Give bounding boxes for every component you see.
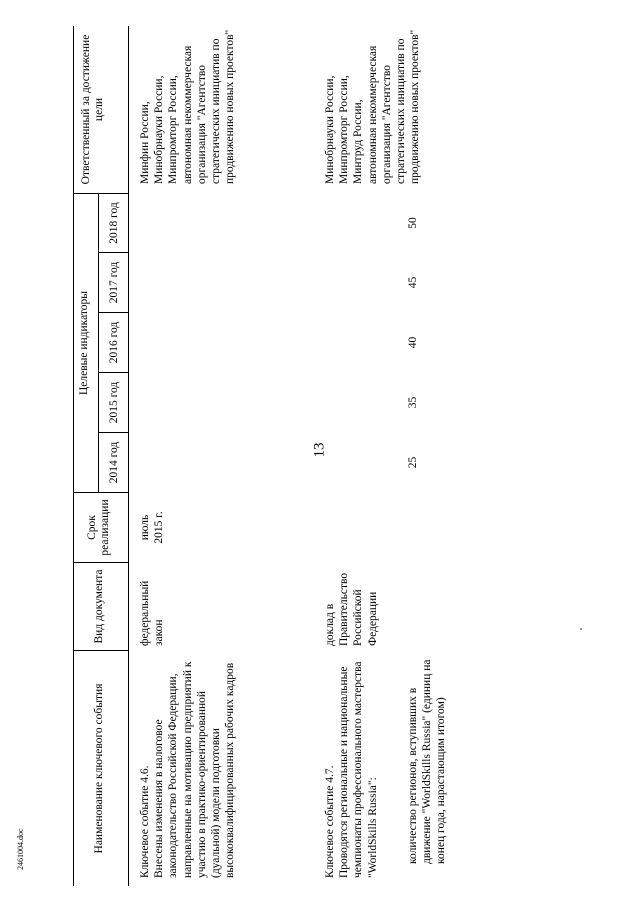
- indicator-value-2015: 35: [407, 396, 419, 409]
- row1-event: Ключевое событие 4.6. Внесены изменения в налоговое законодательство Российской Федерации, направленные на мотивацию предприятий к участию в практико-ориентированной (дуальной) модели подготовки высококвалифицированных рабочих кадров: [139, 661, 237, 878]
- header-year-2018: 2018 год: [108, 202, 120, 244]
- header-year-2016: 2016 год: [108, 321, 120, 364]
- file-id: 2461004.doc: [16, 828, 25, 870]
- row2-event: Ключевое событие 4.7. Проводятся региональные и национальные чемпионаты профессионального мастерства "WorldSkills Russia":: [324, 661, 379, 878]
- indicator-value-2017: 45: [407, 276, 419, 289]
- header-indicators: Целевые индикаторы: [78, 290, 90, 396]
- header-document-type: Вид документа: [93, 569, 105, 644]
- header-year-2017: 2017 год: [108, 261, 120, 304]
- indicator-value-2018: 50: [407, 217, 419, 229]
- row1-document-type: федеральный закон: [139, 580, 166, 646]
- page-number: 13: [311, 442, 328, 458]
- indicators-subheader-line: [98, 193, 99, 493]
- header-year-2015: 2015 год: [108, 381, 120, 424]
- table-header-bottom-border: [128, 26, 129, 886]
- rotated-table: [68, 26, 628, 886]
- header-year-2014: 2014 год: [108, 441, 120, 484]
- row1-responsible: Минфин России, Минобрнауки России, Минпромторг России, автономная некоммерческая организация "Агентство стратегических инициатив по продвижению новых проектов": [139, 29, 237, 184]
- table-top-border: [73, 26, 74, 886]
- header-responsible: Ответственный за достижение цели: [80, 34, 105, 185]
- indicator-description: количество регионов, вступивших в движение "WorldSkills Russia" (единиц на конец года, нарастающим итогом): [407, 659, 448, 864]
- header-event-name: Наименование ключевого события: [93, 683, 105, 854]
- row2-responsible: Минобрнауки России, Минпромторг России, Минтруд России, автономная некоммерческая организация "Агентство стратегических инициатив по продвижению новых проектов": [324, 29, 422, 184]
- row1-deadline: июль 2015 г.: [139, 511, 166, 544]
- row2-document-type: доклад в Правительство Российской Федерации: [324, 572, 379, 646]
- indicator-value-2016: 40: [407, 336, 419, 349]
- indicator-value-2014: 25: [407, 456, 419, 469]
- header-deadline: Срок реализации: [86, 499, 111, 556]
